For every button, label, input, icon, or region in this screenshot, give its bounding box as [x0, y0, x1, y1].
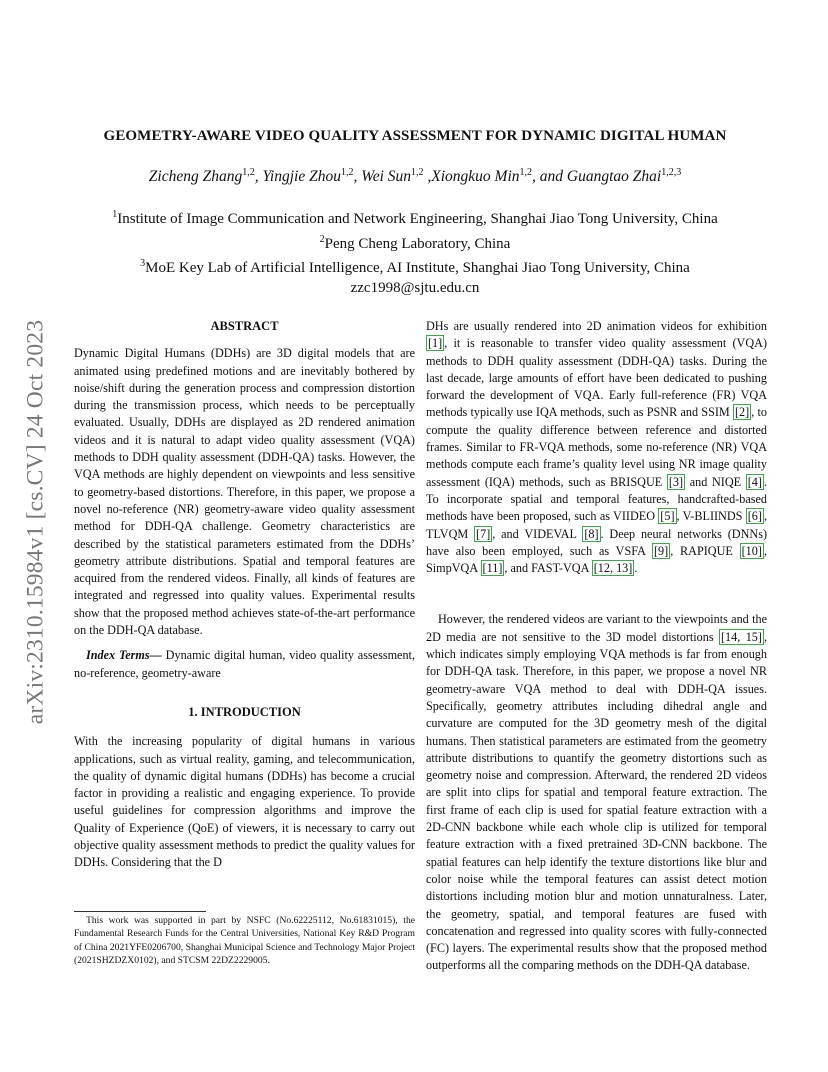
citation-link[interactable]: [4]	[747, 474, 762, 489]
citation-link[interactable]: [6]	[747, 509, 762, 524]
affiliation-2	[70, 230, 760, 255]
citation-link[interactable]: [7]	[476, 526, 491, 541]
abstract-heading: ABSTRACT	[210, 319, 279, 333]
right-column	[426, 318, 767, 975]
citation-link[interactable]: [1]	[428, 336, 443, 351]
contact-email[interactable]: zzc1998@sjtu.edu.cn	[350, 279, 480, 296]
author-affiliation-sup: 1,2	[411, 167, 424, 178]
introduction-heading: 1. INTRODUCTION	[188, 704, 301, 719]
affiliations	[70, 205, 760, 298]
left-column	[74, 318, 415, 872]
index-terms-text: Dynamic digital human, video quality assessment, no-reference, geometry-aware	[74, 648, 415, 680]
affiliation-2-text: Peng Cheng Laboratory, China	[324, 235, 511, 252]
introduction-paragraph-1-continued: DHs are usually rendered into 2D animation videos for exhibition [1] , it is reasonable to transfer video quality assessment (VQA) methods to DDH quality assessment (DDH-QA) tasks. During the last decade, large amounts of effort have been dedicated to pushing forward the development of VQA. Early full-reference (FR) VQA methods typically use IQA methods, such as PSNR and SSIM [2] , to compute the quality difference between reference and distorted frames. Similar to FR-VQA methods, some no-reference (NR) VQA methods compute each frame’s quality level using NR image quality assessment (IQA) methods, such as BRISQUE [3] and NIQE [4] . To incorporate spatial and temporal features, handcrafted-based methods have been proposed, such as VIIDEO [5] , V-BLIINDS [6] , TLVQM [7] , and VIDEVAL [8] . Deep neural networks (DNNs) have also been employed, such as VSFA [9] , RAPIQUE [10] , SimpVQA [11] , and FAST-VQA [12, 13] .	[426, 319, 768, 576]
citation-link[interactable]: [8]	[584, 526, 599, 541]
funding-footnote: This work was supported in part by NSFC (No.62225112, No.61831015), the Fundamental Research Funds for the Central Universities, National Key R&D Program of China 2021YFE0206700, Shanghai Municipal Science and Technology Major Project (2021SHZDZX0102), and STCSM 22DZ2229005.	[74, 915, 415, 967]
citation-link[interactable]: [10]	[741, 543, 762, 558]
author-affiliation-sup: 1,2,3	[661, 167, 682, 178]
author-list	[70, 167, 760, 186]
index-terms-label: Index Terms—	[86, 648, 162, 663]
abstract-text: Dynamic Digital Humans (DDHs) are 3D digital models that are animated using predefined motions and are inevitably bothered by noise/shift during the generation process and compression distortion during the transmission process, which needs to be perceptually evaluated. Usually, DDHs are displayed as 2D rendered animation videos and it is natural to adapt video quality assessment (VQA) methods to DDH quality assessment (DDH-QA) tasks. However, the VQA methods are highly dependent on viewpoints and less sensitive to geometry-based distortions. Therefore, in this paper, we propose a novel no-reference (NR) geometry-aware video quality assessment method for DDH-QA challenge. Geometry characteristics are described by the statistical parameters estimated from the DDHs’ geometry attribute distributions. Spatial and temporal features are acquired from the rendered videos. Finally, all kinds of features are integrated and regressed into quality values. Experimental results show that the proposed method achieves state-of-the-art performance on the DDH-QA database.	[74, 346, 415, 638]
citation-link[interactable]: [12, 13]	[593, 561, 633, 576]
footnote-divider	[74, 911, 206, 912]
introduction-paragraph-2: However, the rendered videos are variant to the viewpoints and the 2D media are not sensitive to the 3D model distortions [14, 15] , which indicates simply employing VQA methods is far from enough for DDH-QA task. Therefore, in this paper, we propose a novel NR geometry-aware VQA method to deal with DDH-QA issues. Specifically, geometry attributes including dihedral angle and curvature are computed for the 3D geometry mesh of the digital humans. Then statistical parameters are estimated from the geometry attribute distributions to quantify the geometry distortions such as geometry noise and compression. Afterward, the rendered 2D videos are split into clips for spatial and temporal feature extraction. The first frame of each clip is used for spatial feature extraction with a 2D-CNN backbone while each whole clip is utilized for temporal feature extraction with a fixed pretrained 3D-CNN backbone. The spatial features can help identify the texture distortions like blur and color noise while the temporal features can assist detect motion distortions including motion blur and motion unnaturalness. Later, the geometry, spatial, and temporal features are fused with concatenation and regressed into quality scores with fully-connected (FC) layers. The experimental results show that the proposed method outperforms all the comparing methods on the DDH-QA database.	[426, 612, 767, 973]
arxiv-identifier-stamp	[20, 287, 52, 757]
author-separator: , and	[532, 168, 567, 186]
author-separator: ,	[423, 168, 432, 186]
citation-link[interactable]: [5]	[660, 509, 675, 524]
author-affiliation-sup: 1,2	[340, 167, 354, 178]
author-separator: ,	[254, 168, 263, 186]
affiliation-3	[70, 254, 760, 279]
author-name: Zicheng Zhang	[148, 168, 243, 186]
paragraph-gap	[426, 577, 767, 611]
affiliation-3-text: MoE Key Lab of Artificial Intelligence, AI Institute, Shanghai Jiao Tong University, China	[145, 260, 690, 276]
index-terms	[74, 647, 415, 682]
affiliation-2-sup: 2	[319, 233, 325, 245]
citation-link[interactable]: [11]	[482, 561, 503, 576]
author-name: Wei Sun	[361, 168, 412, 186]
author-affiliation-sup: 1,2	[242, 167, 255, 178]
author-name: Guangtao Zhai	[566, 168, 662, 186]
affiliation-1	[70, 205, 760, 230]
citation-link[interactable]: [3]	[668, 474, 684, 489]
paper-title: GEOMETRY-AWARE VIDEO QUALITY ASSESSMENT FOR DYNAMIC DIGITAL HUMAN	[103, 128, 727, 144]
author-separator: ,	[353, 168, 362, 186]
citation-link[interactable]: [14, 15]	[721, 629, 762, 644]
author-name: Xiongkuo Min	[431, 168, 520, 186]
affiliation-3-sup: 3	[140, 258, 146, 269]
arxiv-identifier-text: arXiv:2310.15984v1 [cs.CV] 24 Oct 2023	[22, 319, 49, 725]
author-name: Yingjie Zhou	[262, 168, 341, 186]
affiliation-1-sup: 1	[112, 209, 118, 220]
introduction-paragraph-1: With the increasing popularity of digital humans in various applications, such as virtual reality, gaming, and telecommunication, the quality of dynamic digital humans (DDHs) has become a crucial factor in providing a realistic and engaging experience. To provide useful guidelines for compression algorithms and improve the Quality of Experience (QoE) of viewers, it is necessary to carry out objective quality assessment methods to predict the quality values for DDHs. Considering that the D	[74, 734, 415, 870]
author-affiliation-sup: 1,2	[519, 167, 533, 178]
citation-link[interactable]: [9]	[654, 543, 669, 558]
citation-link[interactable]: [2]	[735, 405, 750, 420]
affiliation-1-text: Institute of Image Communication and Network Engineering, Shanghai Jiao Tong University, China	[117, 211, 718, 227]
